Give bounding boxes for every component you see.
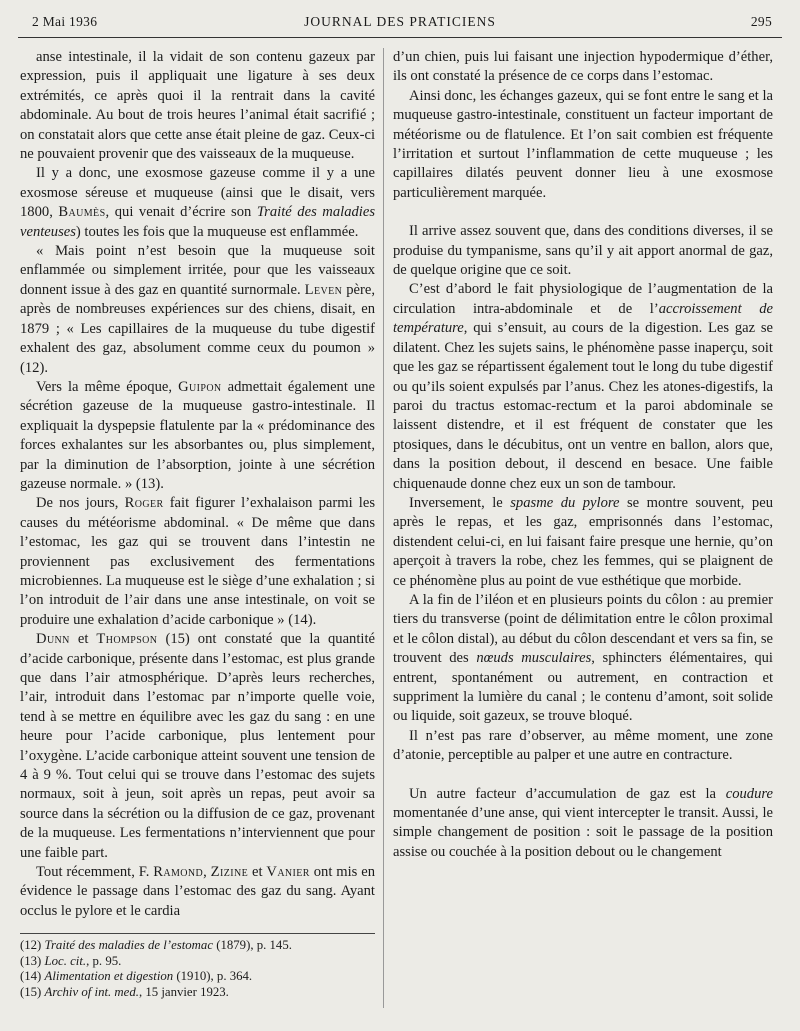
footnote-title: Alimentation et digestion (44, 969, 174, 984)
author-name: Baumès (58, 204, 106, 221)
paragraph (393, 280, 773, 493)
paragraph (393, 591, 773, 727)
footnote-title: Loc. cit. (44, 953, 87, 968)
text-run: , qui venait d’écrire son (105, 204, 257, 221)
text-run: Il arrive assez souvent que, dans des conditions diverses, il se produise du tympanisme, sans qu’il y ait apport anormal de gaz, de quelque origine que ce soit. (393, 223, 773, 279)
footnote-number: (13) (20, 953, 42, 968)
text-run: Inversement, le (409, 494, 511, 511)
journal-title: JOURNAL DES PRATICIENS (304, 14, 496, 29)
footnote-title: Traité des maladies de l’estomac (44, 938, 214, 952)
text-run: admettait également une sécrétion gazeuse de la muqueuse gastro-intestinale. Il expliquait la dyspepsie flatulente par la « prédominance des forces exhalantes sur les absorbantes ou, plus simplement, par la diminution de l’absorption, jointe à une sécrétion gazeuse normale. » (13). (20, 378, 376, 492)
left-column (20, 48, 375, 921)
text-run: Vers la même époque, (36, 378, 179, 395)
text-run: ont mis en évidence le passage dans l’estomac des gaz du sang. Ayant occlus le pylore et le cardia (20, 864, 375, 919)
text-run: se montre souvent, peu après le repas, et les gaz, emprisonnés dans l’estomac, distendent celui-ci, en lui faisant faire presque une hernie, qu’on aperçoit à travers la robe, chez les femmes, qui se plaignent de ce phénomène plus au point de vue esthétique que morbide. (393, 494, 773, 589)
footnote-reference: (1879), p. 145. (213, 938, 292, 952)
footnote-reference: , p. 95. (86, 953, 122, 968)
footnote-title: Archiv of int. med. (44, 984, 139, 999)
text-run: , (203, 864, 211, 881)
text-run: anse intestinale, il la vidait de son contenu gazeux par expression, puis il appliquait une ligature à ses deux extrémités, ce après quoi il la rentrait dans la cavité abdominale. Au bout de trois heures l’animal était sacrifié ; on constatait alors que cette anse était pleine de gaz. Ceux-ci ne pouvaient provenir que des vaisseaux de la muqueuse. (20, 49, 375, 163)
text-run: (15) ont constaté que la quantité d’acide carbonique, présente dans l’estomac, est plus grande que dans l’air atmosphérique. D’après leurs recherches, l’air, introduit dans l’estomac par n’importe quelle voie, tend à se mettre en équilibre avec les gaz du sang : en une heure pour l’acide carbonique, plus lentement pour l’oxygène. L’acide carbonique atteint souvent une tension de 4 à 9 %. Tout celui qui se trouve dans l’estomac des sujets normaux, soit à jeun, soit après un repas, peut avoir sa source dans la sécrétion ou la diffusion de ce gaz, provenant de la muqueuse. Les fermentations n’interviennent que pour une faible part. (20, 631, 375, 861)
paragraph (393, 785, 773, 863)
page-number: 295 (750, 14, 772, 29)
paragraph (20, 494, 375, 630)
text-run: Ainsi donc, les échanges gazeux, qui se font entre le sang et la muqueuse gastro-intestinale, constituent un facteur important de météorisme ou de flatulence. Et l’on sait combien est fréquente l’irritation et surtout l’inflammation de cette muqueuse ; les capillaires dilatés peuvent donner lieu à une exosmose particulièrement marquée. (393, 87, 773, 201)
text-run: , qui s’ensuit, au cours de la digestion. Les gaz se dilatent. Chez les sujets sains, le phénomène passe inaperçu, soit que les gaz se répartissent également tout le long du tube digestif ou qu’ils soient expulsés par l’anus. Chez les atones-digestifs, la paroi du tractus estomac-rectum et la paroi abdominale se laissent distendre, et il est fréquent de constater que les ptosiques, dans le décubitus, ont un ventre en ballon, alors que, dans la position debout, il descend en besace. Une faible chiquenaude donne chez eux un son de tambour. (393, 320, 773, 492)
footnote-reference: , 15 janvier 1923. (138, 984, 229, 999)
paragraph (20, 863, 375, 921)
text-run: père, après de nombreuses expériences sur des chiens, disait, en 1879 ; « Les capillaires de la muqueuse du tube digestif exhalent des gaz, absolument comme ceux du poumon » (12). (20, 281, 375, 376)
text-run: De nos jours, (36, 495, 125, 512)
paragraph (393, 87, 773, 203)
column-separator (383, 48, 384, 1008)
italic-text: Traité des maladies venteuses (20, 204, 375, 240)
italic-text: nœuds musculaires (476, 650, 592, 667)
footnote-rule (20, 933, 375, 934)
paragraph (393, 48, 773, 87)
footnote-number: (15) (20, 984, 42, 999)
text-run: , sphincters élémentaires, qui entrent, spontanément ou autrement, en contraction et suppriment la lumière du canal ; le contenu d’amont, soit solide ou liquide, soit gazeux, se trouve bloqué. (393, 650, 773, 725)
paragraph (393, 222, 773, 280)
text-run: « Mais point n’est besoin que la muqueuse soit enflammée ou simplement irritée, pour que les vaisseaux donnent issue à des gaz en quantité surnormale. (20, 243, 375, 298)
text-run: Il n’est pas rare d’observer, au même moment, une zone d’atonie, perceptible au palper et une autre en contracture. (393, 727, 773, 764)
paragraph (20, 378, 375, 494)
running-header (18, 14, 782, 36)
text-run: A la fin de l’iléon et en plusieurs points du côlon : au premier tiers du transverse (point de délimitation entre le côlon proximal et le côlon distal), au début du côlon descendant et vers sa fin, se trouvent des (393, 591, 773, 667)
paragraph (20, 164, 375, 242)
text-run: Un autre facteur d’accumulation de gaz est la (409, 785, 726, 802)
author-name: Dunn (36, 631, 70, 648)
footnote-number: (12) (20, 938, 42, 952)
footnote-number: (14) (20, 969, 42, 984)
author-name: Thompson (96, 631, 158, 648)
text-run: et (248, 864, 267, 881)
text-run: Il y a donc, une exosmose gazeuse comme il y a une exosmose séreuse et muqueuse (ainsi que le disait, vers 1800, (20, 165, 375, 221)
italic-text: spasme du pylore (510, 494, 620, 511)
text-run: et (69, 631, 97, 648)
author-name: Roger (124, 495, 164, 512)
right-column (393, 48, 773, 862)
author-name: Zizine (210, 864, 249, 881)
header-rule (18, 37, 782, 38)
paragraph (20, 48, 375, 164)
author-name: Vanier (266, 864, 310, 881)
footnote (20, 938, 375, 954)
paragraph (393, 727, 773, 766)
paragraph (20, 242, 375, 378)
text-run: d’un chien, puis lui faisant une injection hypodermique d’éther, ils ont constaté la présence de ce corps dans l’estomac. (393, 49, 773, 85)
paragraph (20, 630, 375, 863)
footnotes (20, 938, 375, 1000)
author-name: Guipon (178, 378, 222, 395)
text-run: ) toutes les fois que la muqueuse est enflammée. (75, 223, 359, 240)
italic-text: coudure (725, 785, 773, 802)
author-name: Ramond (153, 864, 204, 881)
footnote (20, 985, 375, 1001)
footnote-reference: (1910), p. 364. (173, 969, 253, 984)
author-name: Leven (304, 281, 343, 298)
text-run: Tout récemment, F. (36, 864, 154, 881)
paragraph (393, 494, 773, 591)
text-run: C’est d’abord le fait physiologique de l’augmentation de la circulation intra-abdominale et de l’ (393, 281, 773, 317)
italic-text: accroissement de température (393, 300, 773, 337)
text-run: fait figurer l’exhalaison parmi les causes du météorisme abdominal. « De même que dans l’estomac, les gaz qui se trouvent dans l’intestin ne proviennent pas exclusivement des fermentations microbiennes. La muqueuse est le siège d’une exhalation ; si l’on introduit de l’air dans une anse intestinale, on voit se produire une exhalation d’acide carbonique » (14). (20, 495, 376, 628)
footnote (20, 954, 375, 970)
text-run: momentanée d’une anse, qui vient intercepter le transit. Aussi, le simple changement de position : soit le passage de la position assise ou couchée à la position debout ou le changement (393, 805, 773, 860)
issue-date: 2 Mai 1936 (32, 14, 98, 29)
footnote (20, 969, 375, 985)
